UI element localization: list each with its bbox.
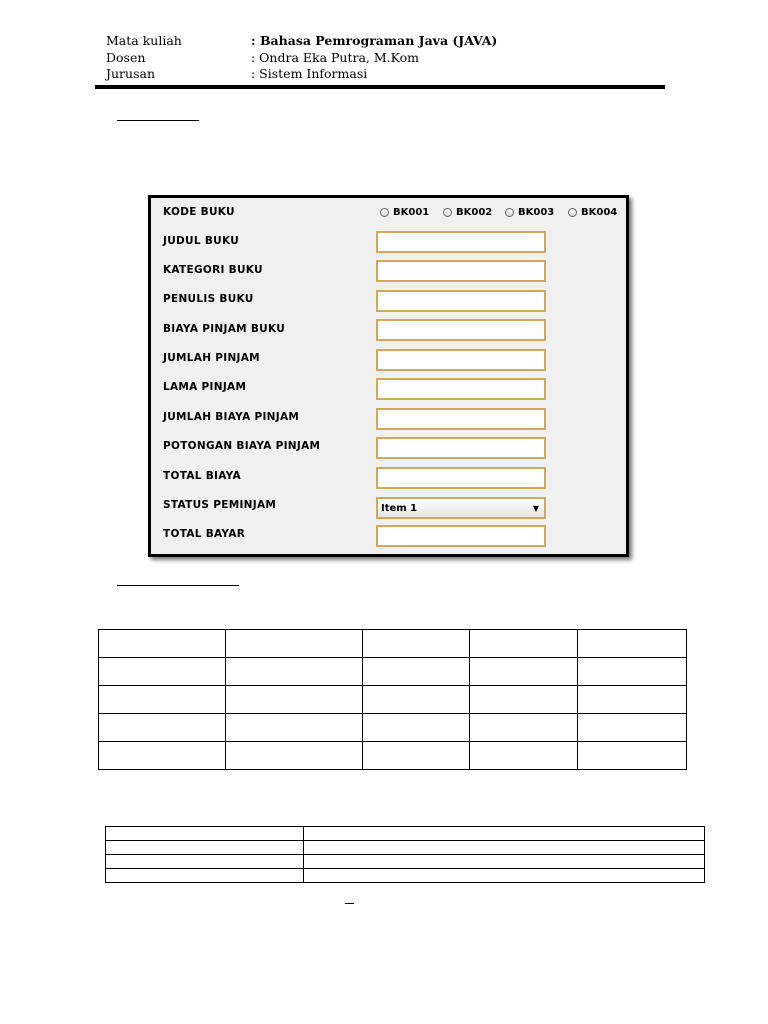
table-cell — [304, 869, 705, 883]
table-cell — [363, 658, 470, 686]
table-cell — [99, 742, 226, 770]
label-jumlah-biaya-pinjam: JUMLAH BIAYA PINJAM — [163, 411, 300, 423]
table-cell — [226, 686, 363, 714]
empty-table-2 — [105, 826, 705, 883]
table-cell — [226, 658, 363, 686]
kategori-buku-input[interactable] — [376, 260, 546, 282]
radio-circle-icon — [380, 208, 389, 217]
table-cell — [304, 855, 705, 869]
status-peminjam-select[interactable] — [376, 497, 546, 519]
radio-bk004[interactable] — [568, 207, 617, 218]
table-cell — [470, 658, 578, 686]
table-cell — [363, 630, 470, 658]
label-jumlah-pinjam: JUMLAH PINJAM — [163, 352, 260, 364]
table-cell — [578, 630, 687, 658]
table-cell — [106, 827, 304, 841]
table-cell — [99, 714, 226, 742]
radio-bk003[interactable] — [505, 207, 554, 218]
label-status-peminjam: STATUS PEMINJAM — [163, 499, 277, 511]
table-cell — [363, 714, 470, 742]
section-underline-2 — [117, 585, 239, 586]
header-label: Jurusan — [106, 66, 156, 81]
table-cell — [363, 742, 470, 770]
potongan-biaya-pinjam-input[interactable] — [376, 437, 546, 459]
table-cell — [99, 658, 226, 686]
radio-bk001[interactable] — [380, 207, 429, 218]
label-kategori-buku: KATEGORI BUKU — [163, 264, 263, 276]
radio-circle-icon — [443, 208, 452, 217]
table-cell — [363, 686, 470, 714]
dash-mark — [345, 903, 354, 904]
table-row — [99, 686, 687, 714]
table-row — [99, 742, 687, 770]
radio-bk002[interactable] — [443, 207, 492, 218]
label-total-biaya: TOTAL BIAYA — [163, 470, 241, 482]
table-row — [99, 630, 687, 658]
header-value: : Sistem Informasi — [251, 66, 368, 81]
jumlah-pinjam-input[interactable] — [376, 349, 546, 371]
header-value: : Bahasa Pemrograman Java (JAVA) — [251, 33, 498, 48]
label-kode-buku: KODE BUKU — [163, 206, 235, 218]
table-row — [106, 869, 705, 883]
radio-circle-icon — [568, 208, 577, 217]
table-cell — [99, 686, 226, 714]
header-label: Dosen — [106, 49, 146, 65]
chevron-down-icon: ▼ — [532, 503, 539, 513]
radio-label: BK004 — [581, 207, 618, 218]
table-row — [99, 658, 687, 686]
table-cell — [470, 742, 578, 770]
table-cell — [226, 714, 363, 742]
table-cell — [578, 714, 687, 742]
biaya-pinjam-buku-input[interactable] — [376, 319, 546, 341]
header-rule — [95, 85, 665, 89]
empty-table-1 — [98, 629, 687, 770]
table-cell — [578, 658, 687, 686]
header-value: : Ondra Eka Putra, M.Kom — [251, 49, 420, 65]
table-cell — [578, 742, 687, 770]
section-underline-1 — [117, 120, 199, 121]
table-cell — [226, 742, 363, 770]
table-cell — [470, 630, 578, 658]
table-cell — [106, 855, 304, 869]
jumlah-biaya-pinjam-input[interactable] — [376, 408, 546, 430]
label-total-bayar: TOTAL BAYAR — [163, 528, 246, 540]
table-cell — [99, 630, 226, 658]
table-cell — [106, 869, 304, 883]
table-row — [106, 827, 705, 841]
table-cell — [470, 686, 578, 714]
lama-pinjam-input[interactable] — [376, 378, 546, 400]
table-cell — [106, 841, 304, 855]
total-biaya-input[interactable] — [376, 467, 546, 489]
table-row — [106, 841, 705, 855]
total-bayar-input[interactable] — [376, 525, 546, 547]
header-label: Mata kuliah — [106, 33, 182, 48]
penulis-buku-input[interactable] — [376, 290, 546, 312]
table-cell — [578, 686, 687, 714]
radio-label: BK003 — [518, 207, 555, 218]
table-cell — [226, 630, 363, 658]
select-value: Item 1 — [381, 502, 418, 514]
label-judul-buku: JUDUL BUKU — [163, 235, 240, 247]
table-cell — [304, 827, 705, 841]
table-cell — [470, 714, 578, 742]
radio-circle-icon — [505, 208, 514, 217]
judul-buku-input[interactable] — [376, 231, 546, 253]
label-potongan-biaya-pinjam: POTONGAN BIAYA PINJAM — [163, 440, 321, 452]
table-cell — [304, 841, 705, 855]
radio-label: BK002 — [456, 207, 493, 218]
table-row — [106, 855, 705, 869]
label-penulis-buku: PENULIS BUKU — [163, 293, 254, 305]
label-lama-pinjam: LAMA PINJAM — [163, 381, 247, 393]
form-window — [148, 195, 629, 557]
radio-label: BK001 — [393, 207, 430, 218]
label-biaya-pinjam-buku: BIAYA PINJAM BUKU — [163, 323, 286, 335]
table-row — [99, 714, 687, 742]
